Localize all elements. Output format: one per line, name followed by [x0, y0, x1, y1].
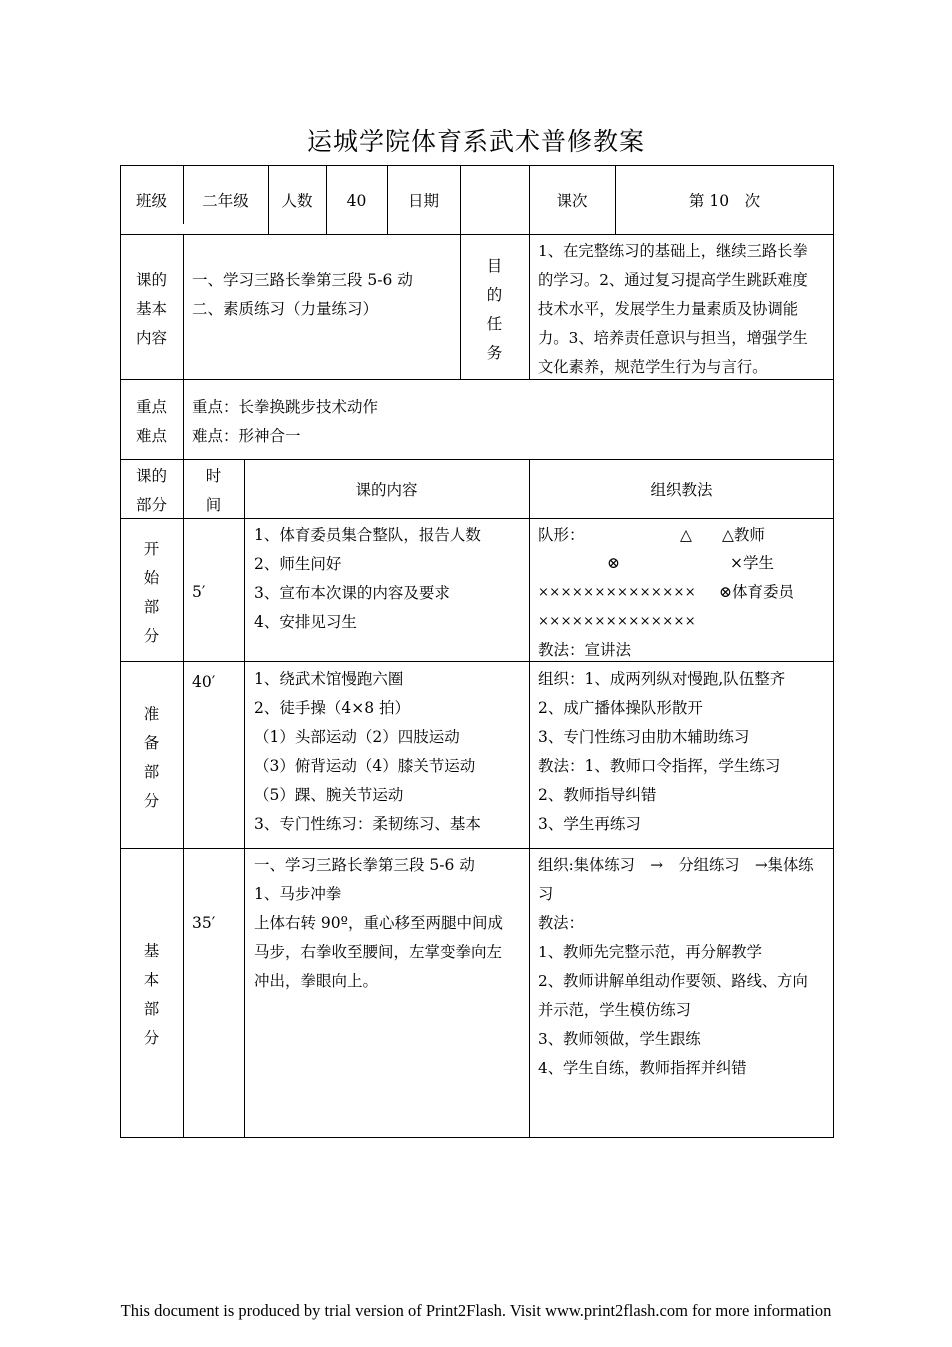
col-divider [529, 234, 530, 379]
key-label: 重点 难点 [135, 398, 167, 445]
col-divider [460, 165, 461, 234]
section-basic-label: 基 本 部 分 [143, 942, 160, 1047]
section-prep-method: 组织：1、成两列纵对慢跑,队伍整齐 2、成广播体操队形散开 3、专门性练习由肋木辅助练习 教法：1、教师口令指挥，学生练习 2、教师指导纠错 3、学生再练习 [538, 670, 786, 833]
col-header-method: 组织教法 [650, 481, 713, 499]
col-divider [183, 234, 184, 379]
section-prep-label: 准 备 部 分 [143, 705, 160, 810]
class-label: 班级 [135, 192, 167, 210]
row-divider [120, 459, 834, 460]
section-start-label: 开 始 部 分 [143, 540, 160, 645]
col-header-time: 时 间 [205, 467, 222, 514]
purpose-label: 目 的 任 务 [486, 257, 503, 362]
session-label: 课次 [556, 192, 588, 210]
col-divider [183, 459, 184, 1138]
formation-label: 队形： [538, 526, 585, 544]
student-row-1: ×××××××××××××× [538, 585, 697, 600]
page-title: 运城学院体育系武术普修教案 [306, 127, 645, 156]
session-value: 第 10 次 [688, 192, 761, 210]
section-basic-content: 一、学习三路长拳第三段 5-6 动 1、马步冲拳 上体右转 90º，重心移至两腿中间成 马步，右拳收至腰间，左掌变拳向左 冲出，拳眼向上。 [254, 856, 503, 990]
section-prep-time: 40′ [192, 673, 216, 691]
col-divider [529, 459, 530, 1138]
student-row-2: ×××××××××××××× [538, 614, 697, 629]
col-divider [183, 379, 184, 459]
col-header-part: 课的 部分 [135, 467, 167, 514]
col-header-content: 课的内容 [355, 481, 418, 499]
legend-leader: ⊗体育委员 [719, 583, 794, 601]
trial-footer: This document is produced by trial version of Print2Flash. Visit www.print2flash.com for more information [120, 1301, 832, 1320]
row-divider [120, 234, 834, 235]
count-value: 40 [346, 192, 367, 210]
section-basic-method: 组织:集体练习 → 分组练习 →集体练 习 教法： 1、教师先完整示范，再分解教学 2、教师讲解单组动作要领、路线、方向 并示范，学生模仿练习 3、教师领做，学生跟练 4、学生自练，教师指挥并纠错 [538, 856, 814, 1077]
formation-method: 教法：宣讲法 [538, 641, 632, 659]
key-lines: 重点：长拳换跳步技术动作 难点：形神合一 [192, 398, 379, 445]
content-lines: 一、学习三路长拳第三段 5-6 动 二、素质练习（力量练习） [192, 271, 413, 318]
count-label: 人数 [281, 192, 313, 210]
section-start-time: 5′ [192, 583, 206, 601]
content-label: 课的 基本 内容 [135, 271, 167, 347]
row-divider [120, 661, 834, 662]
section-basic-time: 35′ [192, 914, 216, 932]
teacher-symbol-icon: △ [680, 526, 692, 544]
legend-teacher: △教师 [722, 526, 765, 544]
section-prep-content: 1、绕武术馆慢跑六圈 2、徒手操（4×8 拍） （1）头部运动（2）四肢运动 （3）俯背运动（4）膝关节运动 （5）踝、腕关节运动 3、专门性练习：柔韧练习、基本 [254, 670, 481, 833]
class-value: 二年级 [202, 192, 249, 210]
date-label: 日期 [407, 192, 439, 210]
purpose-lines: 1、在完整练习的基础上，继续三路长拳 的学习。2、通过复习提高学生跳跃难度 技术水平，发展学生力量素质及协调能 力。3、培养责任意识与担当，增强学生 文化素养，规范学生行为与言行。 [538, 242, 808, 376]
row-divider [120, 848, 834, 849]
section-start-content: 1、体育委员集合整队，报告人数 2、师生问好 3、宣布本次课的内容及要求 4、安排见习生 [254, 526, 481, 631]
legend-student: ×学生 [730, 554, 774, 572]
col-divider [244, 459, 245, 1138]
leader-symbol-icon: ⊗ [607, 554, 620, 572]
